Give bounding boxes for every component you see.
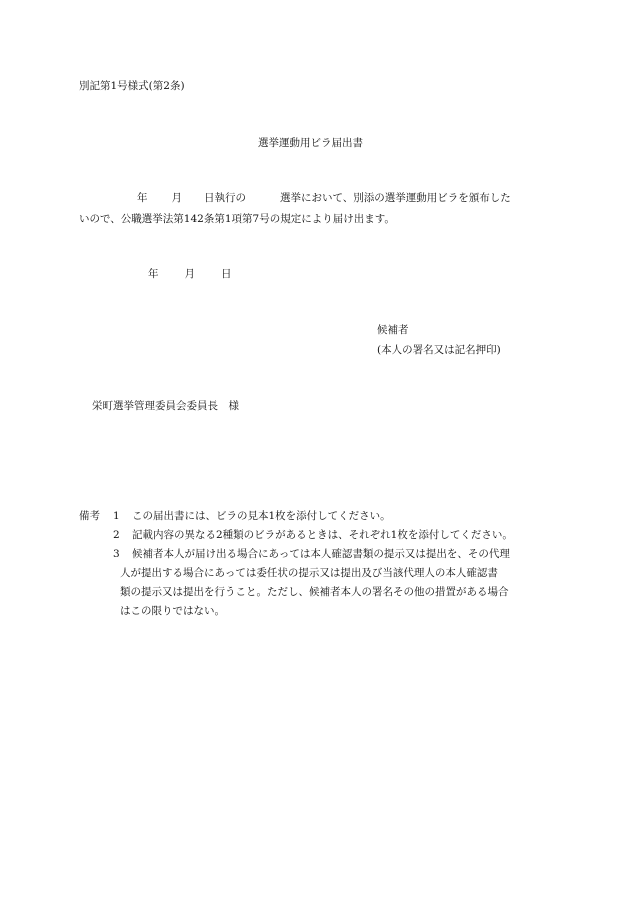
note-text: この届出書には、ビラの見本1枚を添付してください。: [132, 510, 391, 522]
note-number: 1: [113, 510, 120, 522]
body-paragraph: [79, 188, 557, 230]
note-2: [79, 529, 559, 548]
body-line-1-rest: 選挙において、別添の選挙運動用ビラを頒布した: [280, 192, 511, 204]
note-3-continuation: [79, 567, 559, 586]
signature-note: (本人の署名又は記名押印): [377, 344, 501, 356]
body-line-2: いので、公職選挙法第142条第1項第7号の規定により届け出ます。: [79, 213, 395, 225]
date-year: 年: [148, 268, 159, 280]
note-text: 類の提示又は提出を行うこと。ただし、候補者本人の署名その他の措置がある場合: [120, 586, 509, 598]
note-text: 記載内容の異なる2種類のビラがあるときは、それぞれ1枚を添付してください。: [132, 529, 513, 541]
note-1: [79, 510, 559, 529]
document-title: 選挙運動用ビラ届出書: [258, 137, 363, 149]
note-number: 2: [113, 529, 120, 541]
body-year: 年: [137, 192, 148, 204]
note-3-continuation: [79, 586, 559, 605]
note-text: 人が提出する場合にあっては委任状の提示又は提出及び当該代理人の本人確認書: [120, 567, 498, 579]
date-line: [148, 268, 232, 281]
note-3: [79, 548, 559, 567]
form-label: 別記第1号様式(第2条): [79, 80, 185, 92]
addressee: 栄町選挙管理委員会委員長 様: [92, 400, 239, 412]
note-number: 3: [113, 548, 120, 560]
candidate-label: 候補者: [377, 324, 409, 336]
note-3-continuation: [79, 605, 559, 624]
note-text: はこの限りではない。: [120, 605, 225, 617]
notes-heading: 備考: [79, 510, 100, 522]
date-day: 日: [221, 268, 232, 280]
note-text: 候補者本人が届け出る場合にあっては本人確認書類の提示又は提出を、その代理: [132, 548, 510, 560]
notes-section: [79, 510, 559, 624]
date-month: 月: [184, 268, 195, 280]
body-day-exec: 日執行の: [204, 192, 246, 204]
body-line-1: [79, 188, 557, 209]
body-month: 月: [171, 192, 182, 204]
